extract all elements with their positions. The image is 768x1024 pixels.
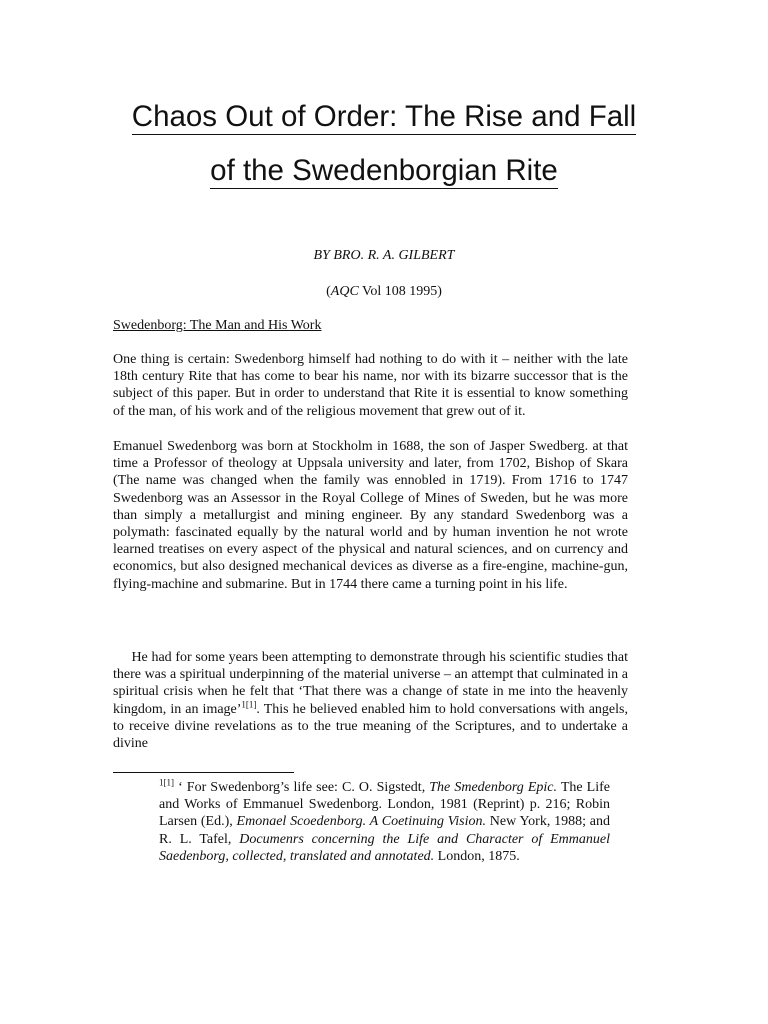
source-citation — [0, 284, 768, 300]
author-byline: BY BRO. R. A. GILBERT — [313, 248, 455, 263]
paragraph-3 — [113, 649, 632, 752]
paragraph-3-text-b: . This he believed enabled him to hold conversations with angels, to receive divine revelations as to the true meaning of the Scriptures, and to undertake a divine — [113, 701, 632, 752]
footnote-title-2: Emonael Scoedenborg. A Coetinuing Vision. — [236, 814, 486, 830]
source-open-paren: ( — [326, 284, 331, 299]
footnote-title-3: Documenrs concerning the Life and Character of Emmanuel Saedenborg, collected, translated and annotated. — [159, 831, 610, 864]
title-line-1-text: Chaos Out of Order: The Rise and Fall — [131, 100, 637, 133]
footnote-text-1: ‘ For Swedenborg’s life see: C. O. Sigstedt, — [174, 780, 430, 795]
title-line-2-text: of the Swedenborgian Rite — [210, 154, 558, 187]
footnote-text-3: New York, 1988; and R. L. Tafel, — [159, 814, 611, 847]
source-details: Vol 108 1995) — [358, 284, 442, 299]
footnote-text-2: The Life and Works of Emmanuel Swedenborg. London, 1981 (Reprint) p. 216; Robin Larsen (Ed.), — [159, 780, 610, 830]
footnote-divider — [113, 772, 294, 773]
title-line-2 — [0, 154, 768, 189]
section-heading: Swedenborg: The Man and His Work — [113, 318, 322, 333]
footnote-text-4: London, 1875. — [434, 848, 520, 864]
footnote-marker: 1[1] — [159, 777, 174, 788]
footnote — [159, 779, 610, 865]
footnote-title-1: The Smedenborg Epic. — [429, 780, 558, 795]
footnote-reference[interactable]: 1[1] — [241, 698, 257, 709]
paragraph-3-text-a: He had for some years been attempting to demonstrate through his scientific studies that there was a spiritual underpinning of the material universe – an attempt that culminated in a spiritual crisis when he felt that ‘That there was a change of state in me into the heavenly kingdom, in an image’ — [113, 650, 632, 717]
title-line-1 — [0, 100, 768, 135]
paragraph-1: One thing is certain: Swedenborg himself had nothing to do with it – neither with the late 18th century Rite that has come to bear his name, nor with its bizarre successor that is the subject of this paper. But in order to understand that Rite it is essential to know something of the man, of his work and of the religious movement that grew out of it. — [113, 352, 628, 419]
source-journal: AQC — [330, 284, 359, 299]
paragraph-2: Emanuel Swedenborg was born at Stockholm in 1688, the son of Jasper Swedberg. at that time a Professor of theology at Uppsala university and later, from 1702, Bishop of Skara (The name was changed when the family was ennobled in 1719). From 1716 to 1747 Swedenborg was an Assessor in the Royal College of Mines of Sweden, but he was more than simply a metallurgist and mining engineer. By any standard Swedenborg was a polymath: fascinated equally by the natural world and by human invention he not wrote learned treatises on every aspect of the physical and natural sciences, and on currency and economics, but also designed mechanical devices as diverse as a fire-engine, machine-gun, flying-machine and submarine. But in 1744 there came a turning point in his life. — [113, 439, 628, 592]
